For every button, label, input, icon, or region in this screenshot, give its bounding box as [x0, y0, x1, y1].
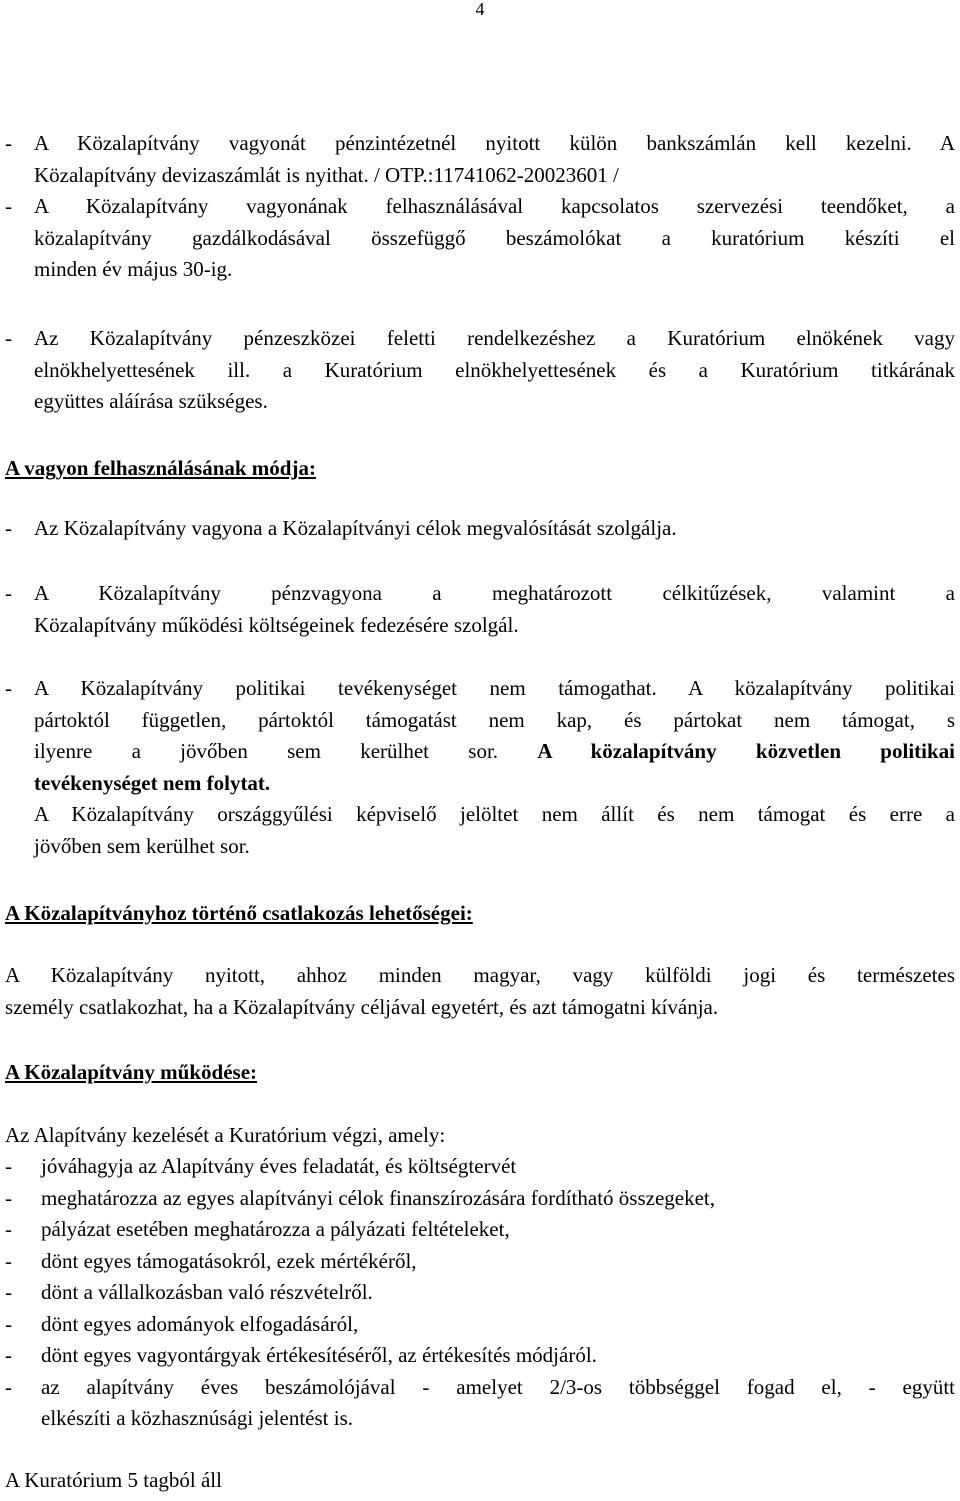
section-heading-usage: A vagyon felhasználásának módja: — [5, 456, 316, 480]
paragraph-line: A Közalapítvány politikai tevékenységet nem támogathat. A közalapítvány politikai — [34, 676, 955, 700]
bullet-dash: - — [5, 1248, 12, 1273]
paragraph-line: elnökhelyettesének ill. a Kuratórium elnökhelyettesének és a Kuratórium titkárának — [34, 357, 955, 382]
bold-statement: tevékenységet nem folytat. — [34, 770, 271, 795]
list-item — [5, 1277, 955, 1309]
bullet-dash: - — [5, 516, 12, 540]
paragraph-line: A Közalapítvány nyitott, ahhoz minden magyar, vagy külföldi jogi és természetes — [5, 963, 955, 987]
paragraph-board-intro: Az Alapítvány kezelését a Kuratórium végzi, amely: — [5, 1123, 446, 1147]
paragraph-line: jövőben sem kerülhet sor. — [34, 833, 250, 858]
list-item — [5, 1183, 955, 1215]
paragraph-line — [5, 768, 955, 800]
section-heading-joining: A Közalapítványhoz történő csatlakozás lehetőségei: — [5, 901, 473, 925]
list-item-text: dönt a vállalkozásban való részvételről. — [41, 1280, 373, 1304]
page-number: 4 — [475, 0, 485, 19]
list-item — [5, 1309, 955, 1341]
list-item-text: dönt egyes támogatásokról, ezek mértékéről, — [41, 1248, 417, 1273]
paragraph-open — [5, 960, 955, 1023]
bullet-dash: - — [5, 1374, 12, 1399]
paragraph-purpose — [5, 513, 955, 545]
list-item-line: elkészíti a közhasznúsági jelentést is. — [41, 1406, 353, 1430]
bullet-dash: - — [5, 194, 12, 218]
paragraph-line: Az Közalapítvány pénzeszközei feletti rendelkezéshez a Kuratórium elnökének vagy — [34, 326, 955, 350]
list-item-text: dönt egyes adományok elfogadásáról, — [41, 1311, 359, 1336]
paragraph-line: Az Közalapítvány vagyona a Közalapítványi célok megvalósítását szolgálja. — [34, 516, 677, 540]
paragraph-line: A Közalapítvány pénzvagyona a meghatározott célkitűzések, valamint a — [34, 581, 955, 605]
bullet-dash: - — [5, 326, 12, 350]
bullet-dash: - — [5, 676, 12, 700]
list-item-text: meghatározza az egyes alapítványi célok finanszírozására fordítható összegeket, — [41, 1185, 716, 1210]
list-item-text: jóváhagyja az Alapítvány éves feladatát, és költségtervét — [41, 1154, 517, 1178]
paragraph-politics — [5, 673, 955, 862]
bullet-dash: - — [5, 131, 12, 155]
paragraph-line: A Közalapítvány vagyonát pénzintézetnél nyitott külön bankszámlán kell kezelni. A — [34, 131, 955, 155]
list-item — [5, 1340, 955, 1372]
paragraph-bank-account — [5, 128, 955, 191]
paragraph-signatures — [5, 323, 955, 418]
bullet-dash: - — [5, 1185, 12, 1210]
list-item — [5, 1246, 955, 1278]
paragraph-board-size: A Kuratórium 5 tagból áll — [5, 1468, 222, 1492]
paragraph-text: ilyenre a jövőben sem kerülhet sor. — [34, 739, 499, 763]
paragraph-line: A Közalapítvány vagyonának felhasználásával kapcsolatos szervezési teendőket, a — [34, 194, 955, 218]
paragraph-line — [5, 736, 955, 768]
bullet-dash: - — [5, 1280, 12, 1304]
list-item — [5, 1214, 955, 1246]
list-item — [5, 1151, 955, 1183]
bullet-dash: - — [5, 581, 12, 605]
bullet-dash: - — [5, 1154, 12, 1178]
bullet-dash: - — [5, 1311, 12, 1336]
paragraph-line: együttes aláírása szükséges. — [34, 389, 268, 413]
paragraph-organization — [5, 191, 955, 286]
bold-statement: A közalapítvány közvetlen politikai — [537, 739, 955, 763]
paragraph-funds — [5, 578, 955, 641]
paragraph-line: Közalapítvány devizaszámlát is nyithat. / OTP.:11741062-20023601 / — [34, 162, 619, 187]
paragraph-line: közalapítvány gazdálkodásával összefüggő beszámolókat a kuratórium készíti el — [34, 225, 955, 250]
list-item — [5, 1372, 955, 1435]
board-duties-list — [5, 1151, 955, 1435]
paragraph-line: A Közalapítvány országgyűlési képviselő jelöltet nem állít és nem támogat és erre a — [34, 802, 955, 826]
paragraph-line: Közalapítvány működési költségeinek fedezésére szolgál. — [34, 612, 519, 637]
list-item-line: az alapítvány éves beszámolójával - amelyet 2/3-os többséggel fogad el, - együtt — [41, 1374, 955, 1399]
paragraph-line: minden év május 30-ig. — [34, 257, 233, 281]
bullet-dash: - — [5, 1343, 12, 1367]
list-item-text — [41, 1372, 955, 1435]
list-item-text: dönt egyes vagyontárgyak értékesítéséről, az értékesítés módjáról. — [41, 1343, 597, 1367]
paragraph-line: személy csatlakozhat, ha a Közalapítvány céljával egyetért, és azt támogatni kívánja. — [5, 994, 719, 1019]
bullet-dash: - — [5, 1217, 12, 1241]
list-item-text: pályázat esetében meghatározza a pályázati feltételeket, — [41, 1217, 510, 1241]
section-heading-operation: A Közalapítvány működése: — [5, 1060, 258, 1084]
paragraph-line: pártoktól független, pártoktól támogatást nem kap, és pártokat nem támogat, s — [34, 707, 955, 732]
